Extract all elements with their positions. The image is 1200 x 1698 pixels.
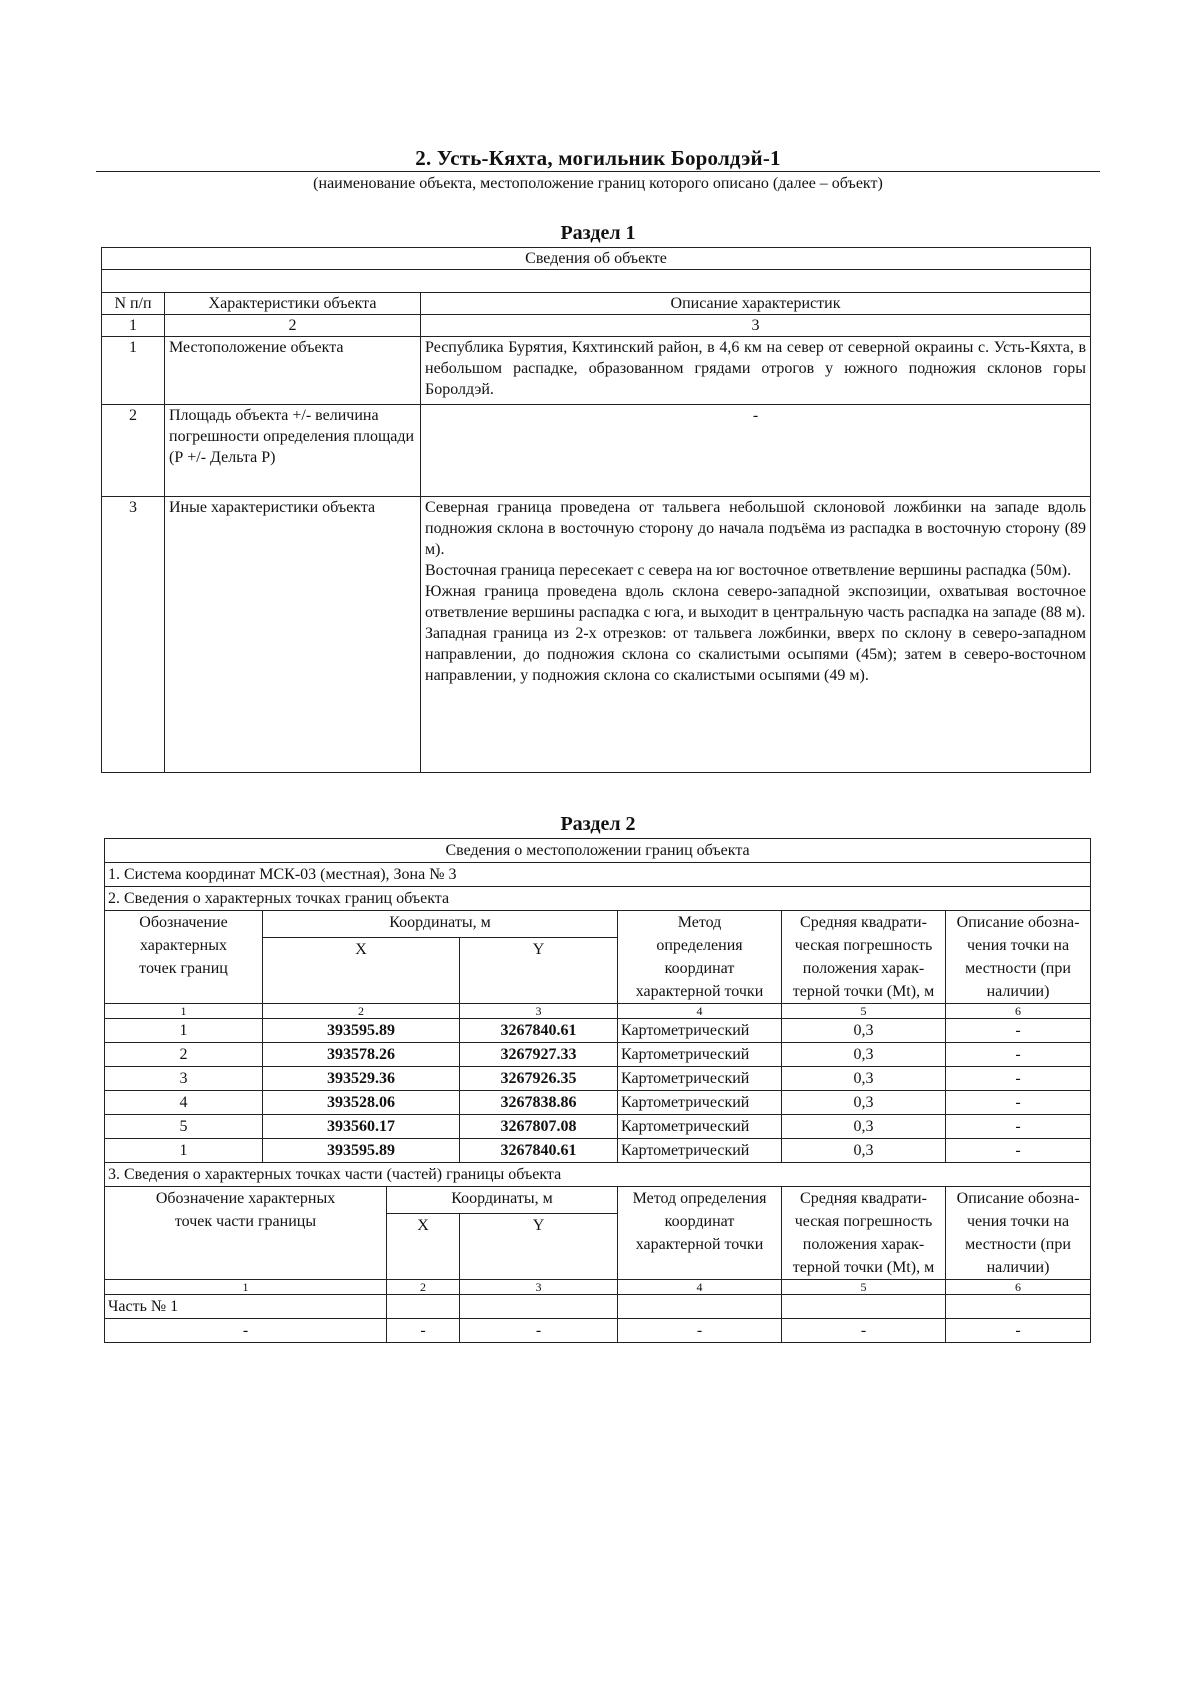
table-row [105, 1139, 1091, 1163]
header-line: Средняя квадрати- [800, 1190, 927, 1207]
point-y: 3267807.08 [460, 1115, 618, 1139]
table-row [102, 337, 1091, 405]
point-y: 3267926.35 [460, 1067, 618, 1091]
header-line: точек границ [139, 960, 228, 977]
part-value: - [946, 1319, 1091, 1343]
point-x: 393529.36 [263, 1067, 460, 1091]
parts-header-y: Y [460, 1214, 618, 1280]
point-id: 2 [105, 1043, 263, 1067]
description-paragraph: Восточная граница пересекает с севера на юг восточное ответвление вершины распадка (50м). [425, 562, 1072, 579]
header-line: характерной точки [635, 1236, 764, 1253]
part-value: - [387, 1319, 460, 1343]
object-info-table [101, 247, 1091, 773]
point-method: Картометрический [618, 1115, 782, 1139]
point-id: 1 [105, 1019, 263, 1043]
header-line: Метод определения [632, 1190, 767, 1207]
document-title: 2. Усть-Кяхта, могильник Боролдэй-1 [415, 146, 781, 170]
header-line: ческая погрешность [794, 937, 933, 954]
col-header-description: Описание характеристик [421, 293, 1091, 315]
header-line: чения точки на [967, 1213, 1070, 1230]
col-number: 2 [387, 1280, 460, 1295]
header-method [618, 911, 782, 1004]
header-line: чения точки на [967, 937, 1070, 954]
point-method: Картометрический [618, 1043, 782, 1067]
header-line: координат [664, 960, 735, 977]
point-desc: - [946, 1139, 1091, 1163]
point-id: 5 [105, 1115, 263, 1139]
point-x: 393595.89 [263, 1139, 460, 1163]
table-row [105, 1091, 1091, 1115]
col-number: 6 [946, 1004, 1091, 1019]
point-mt: 0,3 [782, 1067, 946, 1091]
part-cell [782, 1295, 946, 1319]
point-desc: - [946, 1019, 1091, 1043]
table-row [102, 405, 1091, 497]
table-row [105, 1067, 1091, 1091]
part-cell [387, 1295, 460, 1319]
col-number: 5 [782, 1280, 946, 1295]
part-label: Часть № 1 [105, 1295, 387, 1319]
header-line: положения харак- [802, 1236, 925, 1253]
col-number: 4 [618, 1004, 782, 1019]
col-number: 1 [105, 1280, 387, 1295]
table-row [105, 1295, 1091, 1319]
header-line: Описание обозна- [956, 1190, 1080, 1207]
header-line: ческая погрешность [794, 1213, 933, 1230]
header-line: положения харак- [802, 960, 925, 977]
col-header-num: N п/п [102, 293, 165, 315]
document-caption: (наименование объекта, местоположение границ которого описано (далее – объект) [313, 175, 883, 192]
point-x: 393560.17 [263, 1115, 460, 1139]
header-description [946, 911, 1091, 1004]
header-line: характерных [140, 937, 227, 954]
parts-header-error [782, 1187, 946, 1280]
table-row [105, 1115, 1091, 1139]
part-cell [618, 1295, 782, 1319]
part-cell [946, 1295, 1091, 1319]
part-cell [460, 1295, 618, 1319]
point-method: Картометрический [618, 1091, 782, 1115]
point-desc: - [946, 1067, 1091, 1091]
header-line: Обозначение характерных [155, 1190, 336, 1207]
col-number: 3 [460, 1280, 618, 1295]
col-number: 2 [165, 315, 421, 337]
col-number: 6 [946, 1280, 1091, 1295]
row-description [421, 497, 1091, 773]
point-y: 3267838.86 [460, 1091, 618, 1115]
boundary-location-table [104, 838, 1091, 1343]
row-characteristic: Иные характеристики объекта [165, 497, 421, 773]
parts-header-coordinates: Координаты, м [387, 1187, 618, 1214]
header-y: Y [460, 938, 618, 1004]
point-method: Картометрический [618, 1139, 782, 1163]
description-paragraph: Северная граница проведена от тальвега небольшой склоновой ложбинки на западе вдоль подножия склона в восточную сторону до начала подъёма из распадка в восточную сторону (89 м). [425, 499, 1087, 558]
point-y: 3267927.33 [460, 1043, 618, 1067]
header-line: определения [656, 937, 743, 954]
point-desc: - [946, 1115, 1091, 1139]
col-number: 2 [263, 1004, 460, 1019]
header-line: Обозначение [139, 914, 228, 931]
point-id: 1 [105, 1139, 263, 1163]
header-x: X [263, 938, 460, 1004]
header-line: наличии) [986, 1259, 1050, 1276]
point-y: 3267840.61 [460, 1139, 618, 1163]
point-mt: 0,3 [782, 1139, 946, 1163]
parts-header-method [618, 1187, 782, 1280]
part-value: - [105, 1319, 387, 1343]
point-desc: - [946, 1091, 1091, 1115]
point-id: 4 [105, 1091, 263, 1115]
section2-title: Раздел 2 [560, 813, 636, 835]
parts-header-description [946, 1187, 1091, 1280]
part-value: - [782, 1319, 946, 1343]
header-line: Средняя квадрати- [800, 914, 927, 931]
description-paragraph: Республика Бурятия, Кяхтинский район, в 4,6 км на север от северной окраины с. Усть-Кяхта, в небольшом распадке, образованном грядами отрогов у южного подножия склонов горы Боролдэй. [425, 339, 1087, 398]
parts-header-x: X [387, 1214, 460, 1280]
col-number: 4 [618, 1280, 782, 1295]
header-line: точек части границы [174, 1213, 317, 1230]
col-header-characteristic: Характеристики объекта [165, 293, 421, 315]
point-desc: - [946, 1043, 1091, 1067]
part-value: - [460, 1319, 618, 1343]
header-line: характерной точки [635, 983, 764, 1000]
row-characteristic: Местоположение объекта [165, 337, 421, 405]
point-x: 393578.26 [263, 1043, 460, 1067]
description-paragraph: Южная граница проведена вдоль склона северо-западной экспозиции, охватывая восточное ответвление вершины распадка с юга, и выходит в центральную часть распадка на западе (88 м). [425, 583, 1087, 621]
table-row [105, 1043, 1091, 1067]
header-coordinates: Координаты, м [263, 911, 618, 938]
point-mt: 0,3 [782, 1019, 946, 1043]
point-id: 3 [105, 1067, 263, 1091]
point-mt: 0,3 [782, 1043, 946, 1067]
table-row [105, 1019, 1091, 1043]
col-number: 3 [421, 315, 1091, 337]
row-number: 2 [102, 405, 165, 497]
header-line: наличии) [986, 983, 1050, 1000]
table-row [105, 1319, 1091, 1343]
col-number: 1 [105, 1004, 263, 1019]
header-line: Описание обозна- [956, 914, 1080, 931]
point-x: 393528.06 [263, 1091, 460, 1115]
part-value: - [618, 1319, 782, 1343]
point-mt: 0,3 [782, 1115, 946, 1139]
point-method: Картометрический [618, 1067, 782, 1091]
header-line: местности (при [965, 1236, 1071, 1253]
row-description [421, 405, 1091, 497]
row-number: 3 [102, 497, 165, 773]
coordinate-system: 1. Система координат МСК-03 (местная), Зона № 3 [105, 863, 1091, 887]
header-error [782, 911, 946, 1004]
point-y: 3267840.61 [460, 1019, 618, 1043]
description-paragraph: - [752, 407, 759, 424]
blank-row [102, 270, 1091, 293]
boundary-table-title: Сведения о местоположении границ объекта [105, 839, 1091, 863]
col-number: 5 [782, 1004, 946, 1019]
point-mt: 0,3 [782, 1091, 946, 1115]
table-row [102, 497, 1091, 773]
header-line: терной точки (Mt), м [792, 983, 935, 1000]
header-line: координат [664, 1213, 735, 1230]
title-underline [96, 171, 1100, 172]
col-number: 1 [102, 315, 165, 337]
header-line: терной точки (Mt), м [792, 1259, 935, 1276]
point-method: Картометрический [618, 1019, 782, 1043]
parts-heading: 3. Сведения о характерных точках части (частей) границы объекта [105, 1163, 1091, 1187]
row-characteristic: Площадь объекта +/- величина погрешности определения площади (Р +/- Дельта Р) [165, 405, 421, 497]
col-number: 3 [460, 1004, 618, 1019]
row-description [421, 337, 1091, 405]
point-x: 393595.89 [263, 1019, 460, 1043]
header-line: местности (при [965, 960, 1071, 977]
parts-header-designation [105, 1187, 387, 1280]
object-info-table-title: Сведения об объекте [102, 248, 1091, 270]
description-paragraph: Западная граница из 2-х отрезков: от тальвега ложбинки, вверх по склону в северо-западном направлении, до подножия склона со скалистыми осыпями (45м); затем в северо-восточном направлении, у подножия склона со скалистыми осыпями (49 м). [425, 625, 1087, 684]
header-designation [105, 911, 263, 1004]
header-line: Метод [677, 914, 722, 931]
section1-title: Раздел 1 [560, 222, 636, 244]
points-heading: 2. Сведения о характерных точках границ объекта [105, 887, 1091, 911]
row-number: 1 [102, 337, 165, 405]
